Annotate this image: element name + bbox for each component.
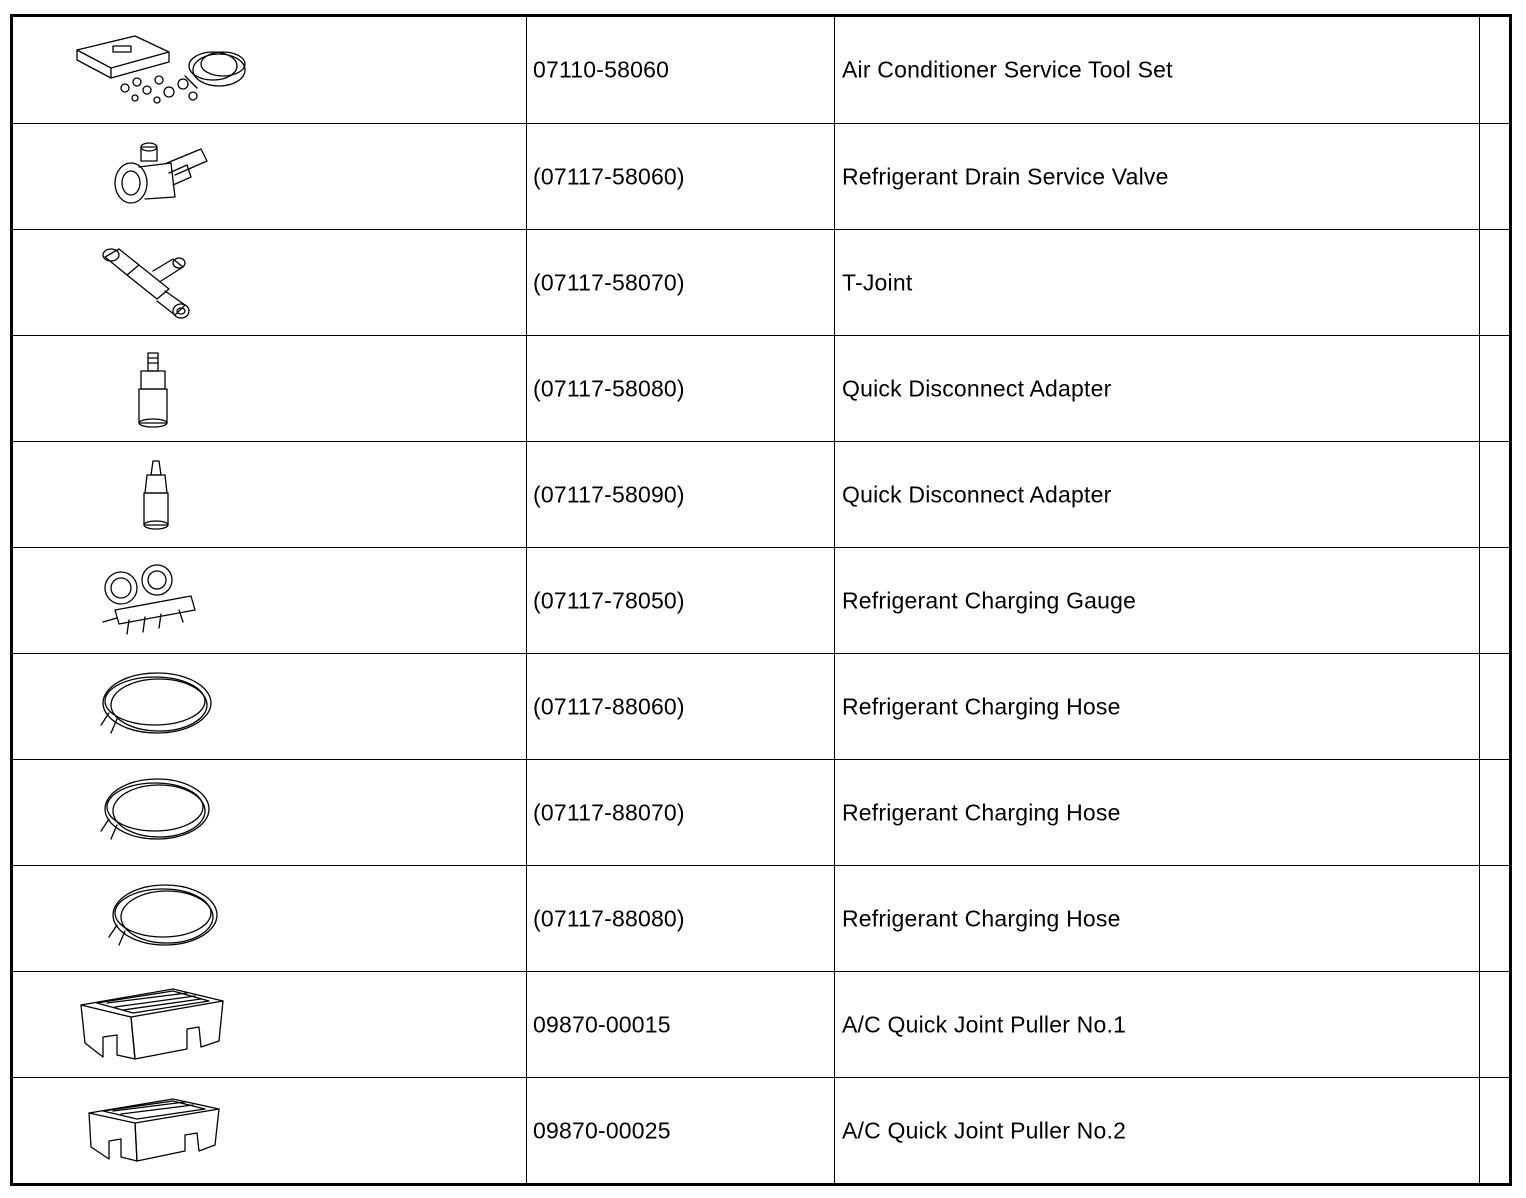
service-tool-set-icon bbox=[73, 30, 253, 110]
part-number-cell bbox=[527, 230, 835, 335]
tool-name-cell bbox=[835, 17, 1480, 123]
part-number-cell bbox=[527, 1078, 835, 1183]
tool-name: A/C Quick Joint Puller No.2 bbox=[842, 1117, 1127, 1143]
illustration-cell bbox=[13, 1078, 527, 1183]
extra-cell bbox=[1480, 1078, 1509, 1183]
tool-name-cell bbox=[835, 654, 1480, 759]
quick-adapter-small-icon bbox=[139, 459, 173, 531]
part-number: (07117-58090) bbox=[533, 481, 685, 507]
table-row bbox=[13, 335, 1509, 441]
joint-puller-icon bbox=[85, 1093, 225, 1169]
drain-valve-icon bbox=[105, 137, 215, 217]
part-number-cell bbox=[527, 17, 835, 123]
part-number: (07117-58060) bbox=[533, 163, 685, 189]
tool-name: A/C Quick Joint Puller No.1 bbox=[842, 1011, 1127, 1037]
part-number: (07117-88060) bbox=[533, 693, 685, 719]
extra-cell bbox=[1480, 442, 1509, 547]
part-number: (07117-58080) bbox=[533, 375, 685, 401]
extra-cell bbox=[1480, 17, 1509, 123]
hose-coil-icon bbox=[95, 775, 215, 851]
tool-name-cell bbox=[835, 230, 1480, 335]
hose-coil-icon bbox=[103, 881, 223, 957]
tool-name-cell bbox=[835, 336, 1480, 441]
tool-name: Quick Disconnect Adapter bbox=[842, 481, 1112, 507]
table-row bbox=[13, 865, 1509, 971]
extra-cell bbox=[1480, 548, 1509, 653]
extra-cell bbox=[1480, 336, 1509, 441]
part-number: 09870-00025 bbox=[533, 1117, 671, 1143]
part-number-cell bbox=[527, 972, 835, 1077]
illustration-cell bbox=[13, 548, 527, 653]
illustration-cell bbox=[13, 866, 527, 971]
part-number-cell bbox=[527, 336, 835, 441]
part-number: (07117-88080) bbox=[533, 905, 685, 931]
part-number-cell bbox=[527, 548, 835, 653]
table-row bbox=[13, 441, 1509, 547]
special-tools-table bbox=[10, 14, 1512, 1186]
tool-name: Air Conditioner Service Tool Set bbox=[842, 56, 1173, 83]
table-row bbox=[13, 547, 1509, 653]
tool-name-cell bbox=[835, 548, 1480, 653]
tool-name: Refrigerant Charging Hose bbox=[842, 905, 1121, 931]
extra-cell bbox=[1480, 866, 1509, 971]
tool-name: Refrigerant Charging Hose bbox=[842, 799, 1121, 825]
tool-name: Quick Disconnect Adapter bbox=[842, 375, 1112, 401]
table-row bbox=[13, 759, 1509, 865]
extra-cell bbox=[1480, 654, 1509, 759]
table-row bbox=[13, 229, 1509, 335]
t-joint-icon bbox=[99, 245, 199, 321]
table-row bbox=[13, 123, 1509, 229]
illustration-cell bbox=[13, 17, 527, 123]
joint-puller-icon bbox=[77, 983, 227, 1067]
hose-coil-icon bbox=[95, 669, 215, 745]
table-row bbox=[13, 17, 1509, 123]
tool-name-cell bbox=[835, 1078, 1480, 1183]
table-row bbox=[13, 971, 1509, 1077]
part-number-cell bbox=[527, 760, 835, 865]
tool-name-cell bbox=[835, 760, 1480, 865]
table-row bbox=[13, 653, 1509, 759]
illustration-cell bbox=[13, 230, 527, 335]
part-number: 09870-00015 bbox=[533, 1011, 671, 1037]
tool-name: Refrigerant Drain Service Valve bbox=[842, 163, 1169, 189]
tool-name-cell bbox=[835, 124, 1480, 229]
tool-name: Refrigerant Charging Hose bbox=[842, 693, 1121, 719]
charging-gauge-icon bbox=[99, 562, 203, 640]
table-row bbox=[13, 1077, 1509, 1183]
illustration-cell bbox=[13, 972, 527, 1077]
illustration-cell bbox=[13, 654, 527, 759]
part-number-cell bbox=[527, 654, 835, 759]
tool-name-cell bbox=[835, 972, 1480, 1077]
extra-cell bbox=[1480, 230, 1509, 335]
part-number: 07110-58060 bbox=[533, 56, 670, 83]
part-number-cell bbox=[527, 124, 835, 229]
illustration-cell bbox=[13, 760, 527, 865]
part-number-cell bbox=[527, 442, 835, 547]
quick-adapter-icon bbox=[133, 349, 173, 429]
illustration-cell bbox=[13, 124, 527, 229]
illustration-cell bbox=[13, 442, 527, 547]
tool-name: T-Joint bbox=[842, 269, 913, 295]
extra-cell bbox=[1480, 972, 1509, 1077]
part-number: (07117-88070) bbox=[533, 799, 685, 825]
tool-name-cell bbox=[835, 866, 1480, 971]
part-number: (07117-78050) bbox=[533, 587, 685, 613]
part-number-cell bbox=[527, 866, 835, 971]
tool-name-cell bbox=[835, 442, 1480, 547]
extra-cell bbox=[1480, 760, 1509, 865]
illustration-cell bbox=[13, 336, 527, 441]
extra-cell bbox=[1480, 124, 1509, 229]
tool-name: Refrigerant Charging Gauge bbox=[842, 587, 1137, 613]
part-number: (07117-58070) bbox=[533, 269, 685, 295]
